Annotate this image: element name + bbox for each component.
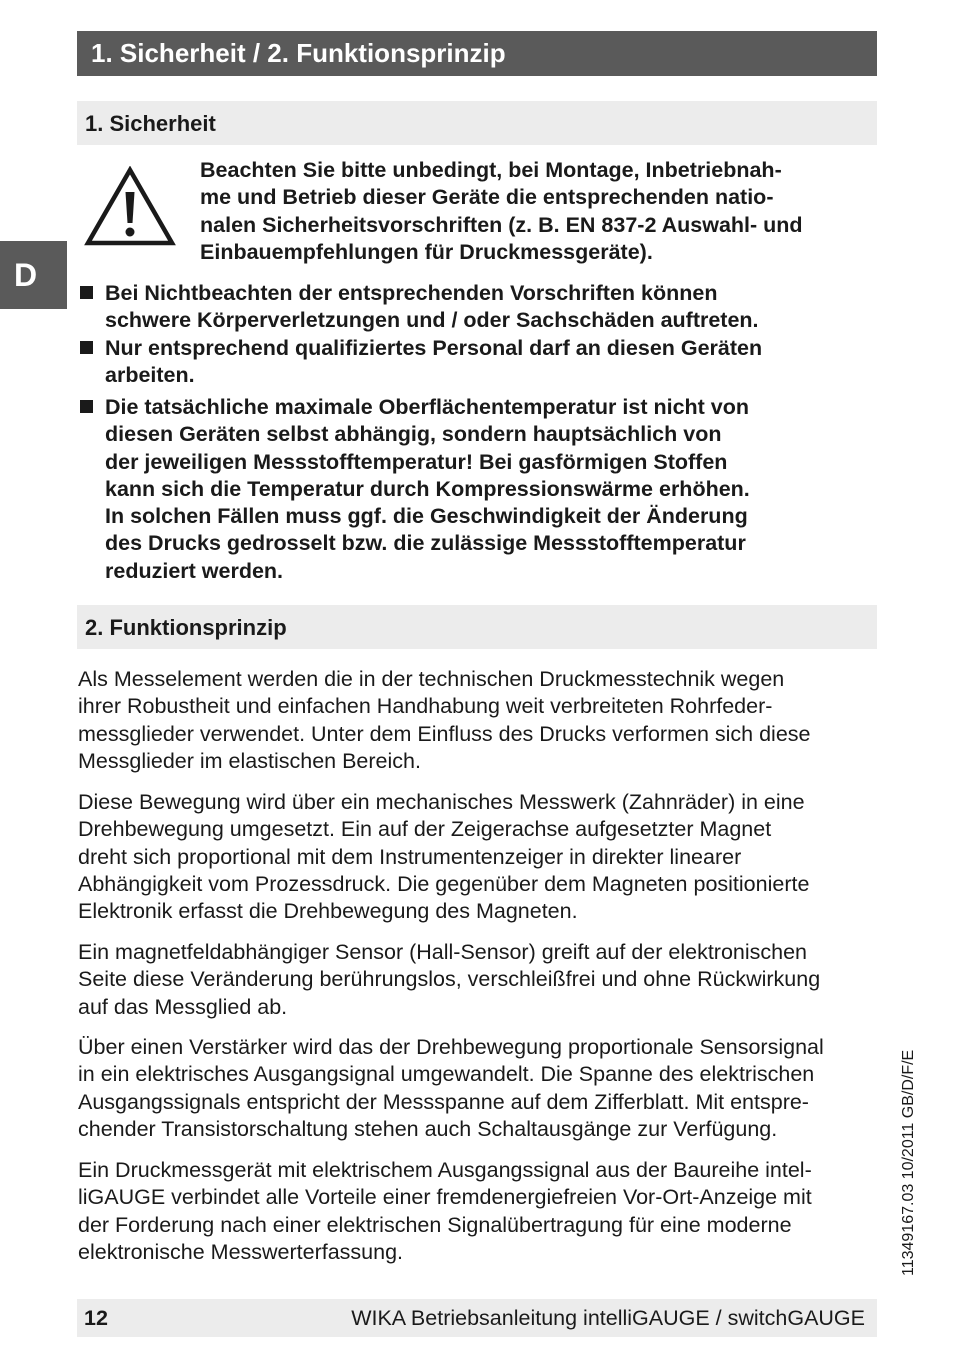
body-paragraph: Über einen Verstärker wird das der Drehbewegung proportionale Sensorsignal in ein elektrisches Ausgangsignal umgewandelt. Die Spanne des elektrischen Ausgangssignals entspricht der Messspanne auf dem Zifferblatt. Mit entspre- chender Transistorschaltung stehen auch Schaltausgänge zur Verfügung. (78, 1035, 824, 1141)
language-label: D (14, 257, 38, 293)
body-paragraph: Ein magnetfeldabhängiger Sensor (Hall-Sensor) greift auf der elektronischen Seite diese Veränderung berührungslos, verschleißfrei und ohne Rückwirkung auf das Messglied ab. (78, 940, 821, 1019)
body-paragraph: Ein Druckmessgerät mit elektrischem Ausgangssignal aus der Baureihe intel- liGAUGE verbindet alle Vorteile einer fremdenergiefreien Vor-Ort-Anzeige mit der Forderung nach einer elektrischen Signalübertragung für eine moderne elektronische Messwerterfassung. (78, 1158, 812, 1264)
page-header (77, 31, 877, 76)
page-footer (77, 1299, 877, 1337)
document-code: 11349167.03 10/2011 GB/D/F/E (900, 1049, 917, 1276)
safety-warning-text: Beachten Sie bitte unbedingt, bei Montage, Inbetriebnah- me und Betrieb dieser Geräte die entsprechenden natio- nalen Sicherheitsvorschriften (z. B. EN 837-2 Auswahl- und Einbauempfehlungen für Druckmessgeräte). (200, 158, 803, 264)
body-paragraph: Diese Bewegung wird über ein mechanisches Messwerk (Zahnräder) in eine Drehbewegung umgesetzt. Ein auf der Zeigerachse aufgesetzter Magnet dreht sich proportional mit dem Instrumentenzeiger in direkter linearer Abhängigkeit vom Prozessdruck. Die gegenüber dem Magneten positionierte Elektronik erfasst die Drehbewegung des Magneten. (78, 790, 810, 924)
body-paragraph: Als Messelement werden die in der technischen Druckmesstechnik wegen ihrer Robustheit und einfachen Handhabung weit verbreiteten Rohrfeder- messglieder verwendet. Unter dem Einfluss des Drucks verformen sich diese Messglieder im elastischen Bereich. (78, 667, 811, 773)
warning-triangle-icon (84, 166, 176, 248)
page-title: 1. Sicherheit / 2. Funktionsprinzip (91, 38, 506, 68)
language-tab (0, 241, 67, 309)
bullet-square-icon (80, 286, 93, 299)
section-heading-safety: 1. Sicherheit (77, 101, 877, 145)
page-number: 12 (84, 1306, 108, 1330)
bullet-square-icon (80, 400, 93, 413)
bullet-square-icon (80, 341, 93, 354)
footer-doc-title: WIKA Betriebsanleitung intelliGAUGE / switchGAUGE (351, 1306, 865, 1330)
section-heading-function: 2. Funktionsprinzip (77, 605, 877, 649)
